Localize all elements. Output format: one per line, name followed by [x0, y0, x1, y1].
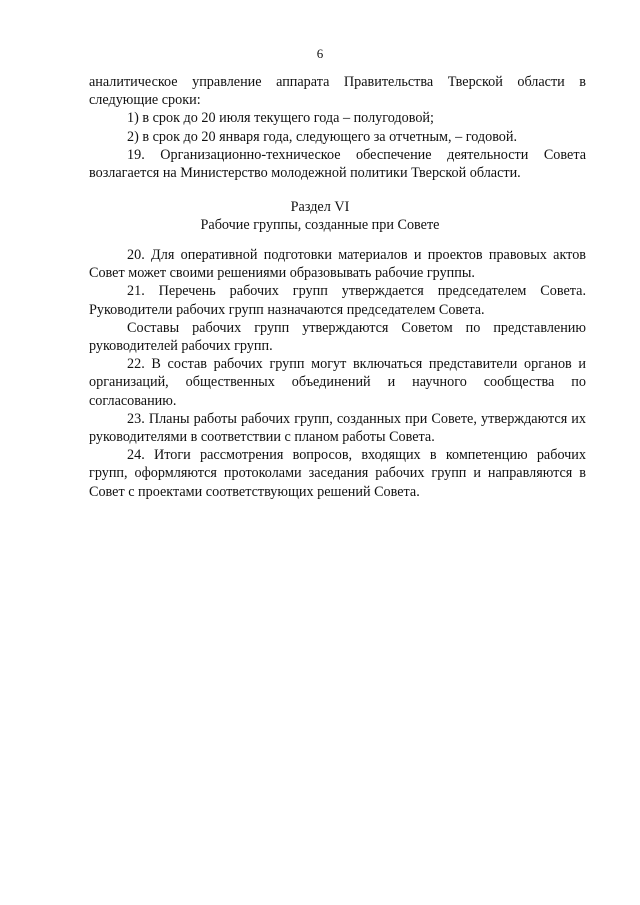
page-number: 6	[316, 46, 324, 61]
paragraph-22: 22. В состав рабочих групп могут включаться представители органов и организаций, общественных объединений и научного сообщества по согласованию.	[89, 356, 586, 409]
paragraph-24: 24. Итоги рассмотрения вопросов, входящих в компетенцию рабочих групп, оформляются протоколами заседания рабочих групп и направляются в Совет с проектами соответствующих решений Совета.	[89, 447, 586, 500]
paragraph-item-2: 2) в срок до 20 января года, следующего за отчетным, – годовой.	[127, 128, 518, 145]
paragraph-item-1: 1) в срок до 20 июля текущего года – полугодовой;	[127, 110, 434, 127]
section-text-block	[89, 246, 586, 501]
paragraph-continuation: аналитическое управление аппарата Правительства Тверской области в следующие сроки:	[89, 74, 586, 109]
paragraph-21-compositions: Составы рабочих групп утверждаются Советом по представлению руководителей рабочих групп.	[89, 319, 586, 355]
paragraph-23: 23. Планы работы рабочих групп, созданных при Совете, утверждаются их руководителями в соответствии с планом работы Совета.	[89, 410, 586, 446]
section-label: Раздел VI	[290, 199, 350, 215]
paragraph-19: 19. Организационно-техническое обеспечение деятельности Совета возлагается на Министерство молодежной политики Тверской области.	[89, 146, 586, 182]
top-text-block	[89, 73, 586, 182]
section-title: Рабочие группы, созданные при Совете	[200, 217, 440, 233]
paragraph-20: 20. Для оперативной подготовки материалов и проектов правовых актов Совет может своими решениями образовывать рабочие группы.	[89, 247, 586, 282]
paragraph-21: 21. Перечень рабочих групп утверждается председателем Совета. Руководители рабочих групп назначаются председателем Совета.	[89, 283, 586, 318]
